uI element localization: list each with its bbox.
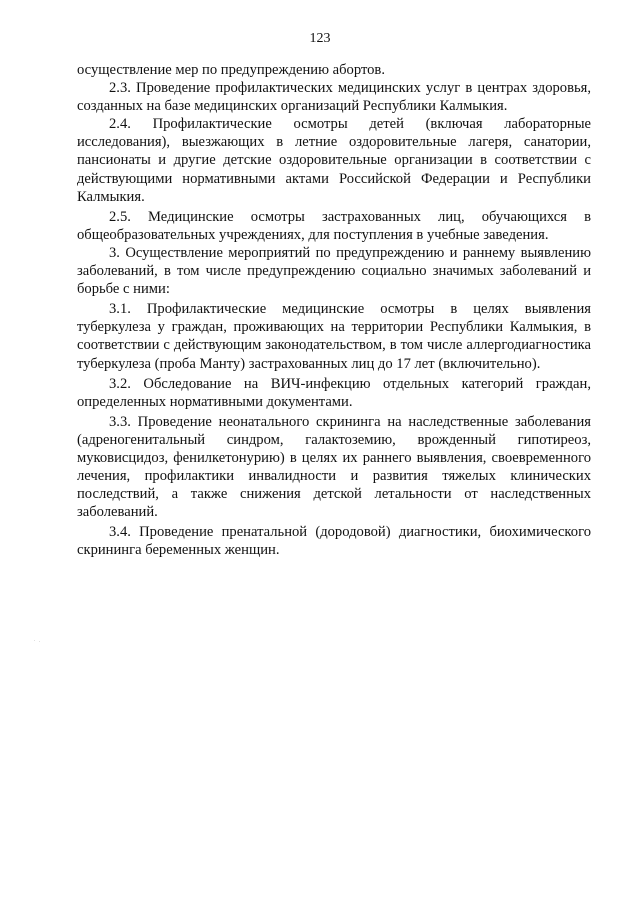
paragraph-continuation: осуществление мер по предупреждению абортов.	[77, 62, 385, 78]
paragraph-2-5: 2.5. Медицинские осмотры застрахованных лиц, обучающихся в общеобразовательных учреждениях, для поступления в учебные заведения.	[77, 208, 591, 243]
paragraph-2-3: 2.3. Проведение профилактических медицинских услуг в центрах здоровья, созданных на базе медицинских организаций Республики Калмыкия.	[77, 80, 591, 115]
paragraph-3: 3. Осуществление мероприятий по предупреждению и раннему выявлению заболеваний, в том числе предупреждению социально значимых заболеваний и борьбе с ними:	[77, 244, 591, 298]
paragraph-3-1: 3.1. Профилактические медицинские осмотры в целях выявления туберкулеза у граждан, проживающих на территории Республики Калмыкия, в соответствии с действующим законодательством, в том числе аллергодиагностика туберкулеза (проба Манту) застрахованных лиц до 17 лет (включительно).	[77, 301, 591, 372]
paragraph-2-4: 2.4. Профилактические осмотры детей (включая лабораторные исследования), выезжающих в летние оздоровительные лагеря, санатории, пансионаты и другие детские оздоровительные организации в соответствии с действующими нормативными актами Российской Федерации и Республики Калмыкия.	[77, 116, 591, 205]
document-body	[77, 61, 591, 560]
paragraph-3-3: 3.3. Проведение неонатального скрининга на наследственные заболевания (адреногенитальный синдром, галактоземию, врожденный гипотиреоз, муковисцидоз, фенилкетонурию) в целях их раннего выявления, своевременного лечения, профилактики инвалидности и развития тяжелых клинических последствий, а также снижения детской летальности от наследственных заболеваний.	[77, 413, 591, 521]
paragraph-3-2: 3.2. Обследование на ВИЧ-инфекцию отдельных категорий граждан, определенных нормативными документами.	[77, 375, 591, 410]
page-number: 123	[309, 31, 331, 46]
scan-speck	[34, 640, 42, 642]
paragraph-3-4: 3.4. Проведение пренатальной (дородовой) диагностики, биохимического скрининга беременных женщин.	[77, 524, 591, 559]
